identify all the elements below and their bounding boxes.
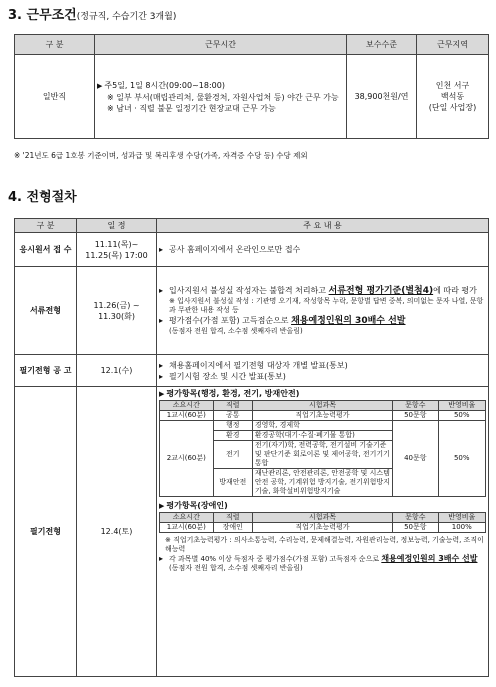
section-4-title: 4. 전형절차 <box>8 190 77 205</box>
section-3-subtitle: (정규직, 수습기간 3개월) <box>76 12 177 22</box>
exam-cell: 50% <box>438 421 485 497</box>
stage-application: 응시원서 접 수 <box>15 233 77 267</box>
section-3-title <box>8 4 176 23</box>
exam-h-ratio: 반영비율 <box>438 401 485 411</box>
exam-competency-note: ※ 직업기초능력평가 : 의사소통능력, 수리능력, 문제해결능력, 자원관리능력, 정보능력, 기술능력, 조직이해능력 <box>165 536 484 553</box>
col-header-schedule: 일 정 <box>77 219 157 233</box>
schedule-application-start: 11.11(목)~ <box>94 239 139 249</box>
exam-selection-rule <box>159 554 486 573</box>
exam-h-track: 직렬 <box>213 401 252 411</box>
content-notice-item-1: ▸ 채용홈페이지에서 필기전형 대상자 개별 발표(통보) <box>159 360 486 371</box>
process-table <box>14 218 489 677</box>
schedule-application <box>77 233 157 267</box>
exam-cell: 환경 <box>213 431 252 441</box>
schedule-application-end: 11.25(목) 17:00 <box>85 250 148 260</box>
exam-h-track: 직렬 <box>213 513 252 523</box>
exam-h-count: 문항수 <box>393 401 438 411</box>
exam-h-subject: 시험과목 <box>252 401 392 411</box>
content-written-exam <box>157 387 489 677</box>
exam-selection-tie: (동점자 전원 합격, 소수점 셋째자리 반올림) <box>169 564 303 572</box>
exam-cell: 방재안전 <box>213 469 252 497</box>
exam-cell: 50문항 <box>393 411 438 421</box>
exam-selection-text: 각 과목별 40% 이상 득점자 중 평가점수(가점 포함) 고득점자 순으로 <box>169 555 382 563</box>
exam-h-ratio: 반영비율 <box>438 513 485 523</box>
exam-cell: 직업기초능력평가 <box>252 411 392 421</box>
content-application-item: ▸ 공사 홈페이지에서 온라인으로만 접수 <box>159 244 486 255</box>
exam-h-count: 문항수 <box>393 513 438 523</box>
schedule-document-end: 11.30(화) <box>98 311 135 321</box>
doc-selection-rule: 채용예정인원의 30배수 선발 <box>291 316 406 326</box>
stage-document: 서류전형 <box>15 267 77 355</box>
exam-cell: 전기 <box>213 441 252 469</box>
work-hours-note-2: ※ 남녀 · 직렬 불문 일정기간 현장교대 근무 가능 <box>107 103 276 113</box>
col-header-location: 근무지역 <box>417 35 489 55</box>
exam-cell: 직업기초능력평가 <box>252 523 392 533</box>
exam-selection-emph: 채용예정인원의 3배수 선발 <box>381 554 478 563</box>
doc-item-2-text: 평가점수(가점 포함) 고득점순으로 <box>169 316 292 325</box>
exam-cell: 환경공학(대기·수질·폐기물 통합) <box>252 431 392 441</box>
stage-written-notice: 필기전형 공 고 <box>15 355 77 387</box>
location-cell <box>417 55 489 139</box>
row-label-general: 일반직 <box>15 55 95 139</box>
col-header-content: 주 요 내 용 <box>157 219 489 233</box>
exam-cell: 공통 <box>213 411 252 421</box>
doc-criteria-link: 서류전형 평가기준(별첨4) <box>328 286 434 296</box>
eval-items-general-heading: ▶ 평가항목(행정, 환경, 전기, 방재안전) <box>159 388 486 400</box>
exam-cell: 100% <box>438 523 485 533</box>
exam-cell: 2교시(60분) <box>160 421 214 497</box>
exam-cell: 경영학, 경제학 <box>252 421 392 431</box>
content-notice-item-2: ▸ 필기시험 장소 및 시간 발표(통보) <box>159 371 486 382</box>
location-line-2: 백석동 <box>440 92 465 101</box>
exam-table-disabled <box>159 512 486 533</box>
location-line-3: (단일 사업장) <box>428 103 477 112</box>
col-header-stage: 구 분 <box>15 219 77 233</box>
content-document <box>157 267 489 355</box>
doc-item-1-tail: 에 따라 평가 <box>433 286 477 295</box>
exam-cell: 장애인 <box>213 523 252 533</box>
schedule-document <box>77 267 157 355</box>
exam-cell: 재난관리론, 안전관리론, 안전공학 및 시스템안전 공학, 기계위험 방지기술, 전기위험방지기술, 화학설비위험방지기술 <box>252 469 392 497</box>
content-document-tie-note: (동점자 전원 합격, 소수점 셋째자리 반올림) <box>169 327 303 335</box>
doc-item-1-text: 입사지원서 불성실 작성자는 불합격 처리하고 <box>169 286 329 295</box>
exam-cell: 행정 <box>213 421 252 431</box>
work-hours-note-1: ※ 일부 부서(매립관리처, 물환경처, 자원사업처 등) 야간 근무 가능 <box>107 92 339 102</box>
content-written-notice <box>157 355 489 387</box>
exam-cell: 1교시(60분) <box>160 523 214 533</box>
schedule-document-start: 11.26(금) ~ <box>93 300 140 310</box>
exam-cell: 전기(자기)학, 전력공학, 전기설비 기술기준 및 판단기준 회로이론 및 제어공학, 전기기기 통합 <box>252 441 392 469</box>
exam-cell: 50% <box>438 411 485 421</box>
col-header-hours: 근무시간 <box>95 35 347 55</box>
exam-cell: 50문항 <box>393 523 438 533</box>
exam-h-time: 소요시간 <box>160 513 214 523</box>
col-header-pay: 보수수준 <box>347 35 417 55</box>
section-3-heading: 3. 근무조건 <box>8 8 77 23</box>
content-document-item-1 <box>159 285 486 297</box>
work-hours-main: ▶ 주5일, 1일 8시간(09:00~18:00) <box>97 80 344 92</box>
stage-written-exam: 필기전형 <box>15 387 77 677</box>
eval-items-disabled-heading: ▶ 평가항목(장애인) <box>159 500 486 512</box>
exam-cell: 1교시(60분) <box>160 411 214 421</box>
exam-cell: 40문항 <box>393 421 438 497</box>
exam-table-general <box>159 400 486 497</box>
pay-level: 38,900천원/연 <box>347 55 417 139</box>
pay-footnote: ※ '21년도 6급 1호봉 기준이며, 성과급 및 복리후생 수당(가족, 자격증 수당 등) 수당 제외 <box>14 151 308 160</box>
content-document-note: ※ 입사지원서 불성실 작성 : 기관명 오기재, 작성항목 누락, 문항별 답변 중복, 의미없는 문자 나열, 문항과 무관한 내용 작성 등 <box>169 297 484 314</box>
exam-h-subject: 시험과목 <box>252 513 392 523</box>
content-document-item-2 <box>159 315 486 327</box>
content-application <box>157 233 489 267</box>
work-conditions-table <box>14 34 489 139</box>
work-hours-cell <box>95 55 347 139</box>
schedule-written-notice: 12.1(수) <box>77 355 157 387</box>
col-header-category: 구 분 <box>15 35 95 55</box>
location-line-1: 인천 서구 <box>435 81 470 90</box>
exam-h-time: 소요시간 <box>160 401 214 411</box>
schedule-written-exam: 12.4(토) <box>77 387 157 677</box>
